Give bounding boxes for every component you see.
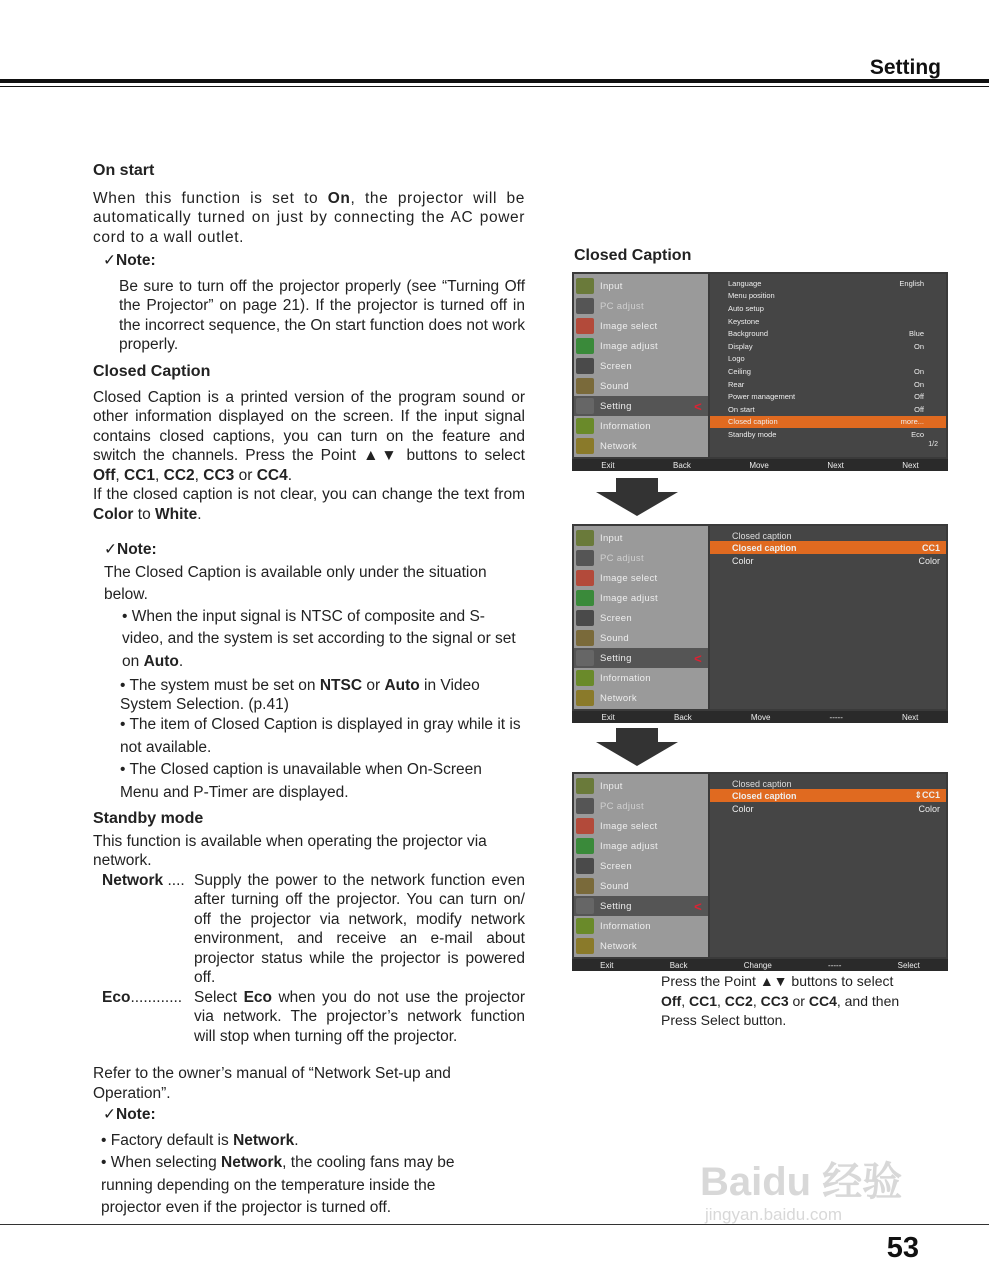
wrench-icon xyxy=(576,398,594,414)
network-icon xyxy=(576,438,594,454)
osd-setting-row[interactable]: Display On xyxy=(728,341,924,351)
closed-caption-heading: Closed Caption xyxy=(93,363,211,380)
osd-row-color[interactable]: Color Color xyxy=(732,555,940,566)
osd-menu-pc-adjust[interactable]: PC adjust xyxy=(574,548,708,568)
figure-caption: Press the Point ▲▼ buttons to select Off, CC1, CC2, CC3 or CC4, and then Press Select button. xyxy=(661,973,900,1028)
image-adjust-icon xyxy=(576,838,594,854)
standby-note-1: • Factory default is Network. xyxy=(101,1131,299,1149)
speaker-icon xyxy=(576,378,594,394)
watermark-url: jingyan.baidu.com xyxy=(705,1205,843,1224)
osd-menu-3 xyxy=(574,774,708,957)
osd-bar-2: Exit Back Move ----- Next xyxy=(572,711,948,723)
standby-intro: This function is available when operating the projector via network. xyxy=(93,832,487,869)
standby-eco-def: Eco............ Select Eco when you do not use the projector via network. The projector’s network function will stop when turning off the projector. xyxy=(102,988,525,1045)
osd-screen-3 xyxy=(572,772,948,971)
osd-menu-network[interactable]: Network xyxy=(574,688,708,708)
osd-panel-2 xyxy=(710,526,946,709)
image-select-icon xyxy=(576,318,594,334)
osd-menu-pc-adjust[interactable]: PC adjust xyxy=(574,796,708,816)
figure-title: Closed Caption xyxy=(574,247,692,264)
image-adjust-icon xyxy=(576,590,594,606)
closed-caption-body: Closed Caption is a printed version of the program sound or other information displayed on the screen. If the input signal contains closed captions, you can turn on the feature and switch the channels. Press the Point ▲▼ buttons to select Off, CC1, CC2, CC3 or CC4. xyxy=(93,388,525,484)
closed-caption-note: ✓Note: The Closed Caption is available only under the situation below. • When the input signal is NTSC of composite and S-video, and the system is set according to the signal or set on Auto. • The system must be set on NTSC or Auto in Video System Selection. (p.41) • The item of Closed Caption is displayed in gray while it is not available. • The Closed caption is unavailable when On-Screen Menu and P-Timer are displayed. xyxy=(104,539,524,804)
speaker-icon xyxy=(576,630,594,646)
osd-submenu-title: Closed caption xyxy=(732,779,792,789)
osd-menu-screen[interactable]: Screen xyxy=(574,608,708,628)
footer-rule xyxy=(0,1224,989,1225)
osd-menu-image-adjust[interactable]: Image adjust xyxy=(574,836,708,856)
down-arrow-2 xyxy=(594,728,680,768)
osd-setting-row[interactable]: Keystone xyxy=(728,316,760,326)
screen-icon xyxy=(576,610,594,626)
osd-menu-sound[interactable]: Sound xyxy=(574,376,708,396)
osd-panel-1 xyxy=(710,274,946,457)
network-icon xyxy=(576,938,594,954)
osd-menu-setting[interactable]: Setting < xyxy=(574,896,708,916)
cc-note-bullet3: • The item of Closed Caption is displayed in gray while it is not available. xyxy=(120,716,521,756)
on-start-body: When this function is set to On, the projector will be automatically turned on just by connecting the AC power cord to a wall outlet. xyxy=(93,189,525,246)
arrow-left-icon: < xyxy=(694,898,702,914)
input-icon xyxy=(576,278,594,294)
osd-menu-input[interactable]: Input xyxy=(574,528,708,548)
osd-menu-information[interactable]: Information xyxy=(574,416,708,436)
cc-note-intro: The Closed Caption is available only under the situation below. xyxy=(104,563,487,603)
standby-note-2: • When selecting Network, the cooling fans may be running depending on the temperature inside the projector even if the projector is turned off. xyxy=(101,1154,455,1216)
image-select-icon xyxy=(576,570,594,586)
check-icon: ✓ xyxy=(103,252,116,269)
osd-setting-row[interactable]: Menu position xyxy=(728,291,775,301)
osd-menu-pc-adjust[interactable]: PC adjust xyxy=(574,296,708,316)
osd-setting-row[interactable]: Ceiling On xyxy=(728,366,924,376)
osd-menu-screen[interactable]: Screen xyxy=(574,856,708,876)
on-start-note-text: Be sure to turn off the projector properly (see “Turning Off the Projector” on page 21). If the projector is turned off in the incorrect sequence, the On start function does not work properly. xyxy=(119,277,525,353)
header-rule-thin xyxy=(0,86,989,87)
osd-menu-image-adjust[interactable]: Image adjust xyxy=(574,588,708,608)
osd-row-closed-caption[interactable]: Closed caption ⇕CC1 xyxy=(710,789,946,802)
screen-icon xyxy=(576,858,594,874)
watermark-logo: Baidu 经验 xyxy=(700,1160,903,1204)
down-arrow-1 xyxy=(594,478,680,518)
cc-note-bullet1: • When the input signal is NTSC of composite and S-video, and the system is set according to the signal or set on Auto. xyxy=(122,607,516,670)
osd-menu-screen[interactable]: Screen xyxy=(574,356,708,376)
osd-menu-image-select[interactable]: Image select xyxy=(574,316,708,336)
monitor-icon xyxy=(576,550,594,566)
standby-refer: Refer to the owner’s manual of “Network Set-up and Operation”. xyxy=(93,1065,451,1102)
osd-row-closed-caption[interactable]: Closed caption CC1 xyxy=(710,541,946,554)
updown-icon: ⇕ xyxy=(914,790,922,800)
osd-menu-image-select[interactable]: Image select xyxy=(574,816,708,836)
speaker-icon xyxy=(576,878,594,894)
osd-menu-image-adjust[interactable]: Image adjust xyxy=(574,336,708,356)
cc-note-bullet4: • The Closed caption is unavailable when On-Screen Menu and P-Timer are displayed. xyxy=(120,761,482,801)
osd-bar-1: Exit Back Move Next Next xyxy=(572,459,948,471)
input-icon xyxy=(576,778,594,794)
input-icon xyxy=(576,530,594,546)
osd-setting-row[interactable]: Auto setup xyxy=(728,303,764,313)
screen-icon xyxy=(576,358,594,374)
osd-menu-setting[interactable]: Setting < xyxy=(574,648,708,668)
osd-menu-network[interactable]: Network xyxy=(574,436,708,456)
osd-screen-2 xyxy=(572,524,948,723)
osd-setting-row[interactable]: On start Off xyxy=(728,404,924,414)
osd-menu-information[interactable]: Information xyxy=(574,668,708,688)
standby-note: ✓Note: xyxy=(103,1106,156,1123)
wrench-icon xyxy=(576,898,594,914)
standby-heading: Standby mode xyxy=(93,810,204,827)
monitor-icon xyxy=(576,798,594,814)
page-header-title: Setting xyxy=(869,56,941,79)
image-adjust-icon xyxy=(576,338,594,354)
osd-setting-row[interactable]: Logo xyxy=(728,354,745,364)
image-select-icon xyxy=(576,818,594,834)
osd-menu-information[interactable]: Information xyxy=(574,916,708,936)
closed-caption-section xyxy=(93,362,525,524)
standby-section xyxy=(93,809,525,1220)
osd-menu-network[interactable]: Network xyxy=(574,936,708,956)
osd-setting-row[interactable]: Power management Off xyxy=(728,392,924,402)
osd-menu-sound[interactable]: Sound xyxy=(574,628,708,648)
osd-menu-setting[interactable]: Setting < xyxy=(574,396,708,416)
osd-setting-row[interactable]: Background Blue xyxy=(728,329,924,339)
standby-note-items xyxy=(101,1130,525,1220)
osd-menu-input[interactable]: Input xyxy=(574,776,708,796)
monitor-icon xyxy=(576,298,594,314)
network-icon xyxy=(576,690,594,706)
osd-menu-1 xyxy=(574,274,708,457)
osd-menu-sound[interactable]: Sound xyxy=(574,876,708,896)
closed-caption-body2: If the closed caption is not clear, you can change the text from Color to White. xyxy=(93,486,525,523)
osd-row-color[interactable]: Color Color xyxy=(732,803,940,814)
osd-bar-3: Exit Back Change ----- Select xyxy=(572,959,948,971)
arrow-left-icon: < xyxy=(694,398,702,414)
osd-setting-row[interactable]: Closed caption more... xyxy=(710,416,946,429)
osd-menu-2 xyxy=(574,526,708,709)
wrench-icon xyxy=(576,650,594,666)
page-number: 53 xyxy=(886,1232,919,1264)
osd-menu-input[interactable]: Input xyxy=(574,276,708,296)
osd-menu-image-select[interactable]: Image select xyxy=(574,568,708,588)
osd-setting-row[interactable]: Standby mode Eco xyxy=(728,429,924,439)
check-icon: ✓ xyxy=(103,1106,116,1123)
cc-note-bullet2: • The system must be set on NTSC or Auto in Video System Selection. (p.41) xyxy=(120,677,480,713)
osd-screen-1 xyxy=(572,272,948,471)
info-icon xyxy=(576,418,594,434)
on-start-note: ✓Note: xyxy=(103,252,156,269)
arrow-left-icon: < xyxy=(694,650,702,666)
on-start-section xyxy=(93,161,525,355)
info-icon xyxy=(576,670,594,686)
osd-setting-row[interactable]: Rear On xyxy=(728,379,924,389)
check-icon: ✓ xyxy=(104,541,117,558)
standby-network-def: Network .... Supply the power to the network function even after turning off the projector. You can turn on/ off the projector via network, modify network environment, and receive an e-mail about projector status while the projector is powered off. xyxy=(102,871,525,986)
on-start-heading: On start xyxy=(93,162,155,179)
osd-panel-3 xyxy=(710,774,946,957)
osd-page-indicator: 1/2 xyxy=(928,440,938,448)
header-rule xyxy=(0,79,989,83)
osd-submenu-title: Closed caption xyxy=(732,531,792,541)
info-icon xyxy=(576,918,594,934)
osd-setting-row[interactable]: Language English xyxy=(728,278,924,288)
